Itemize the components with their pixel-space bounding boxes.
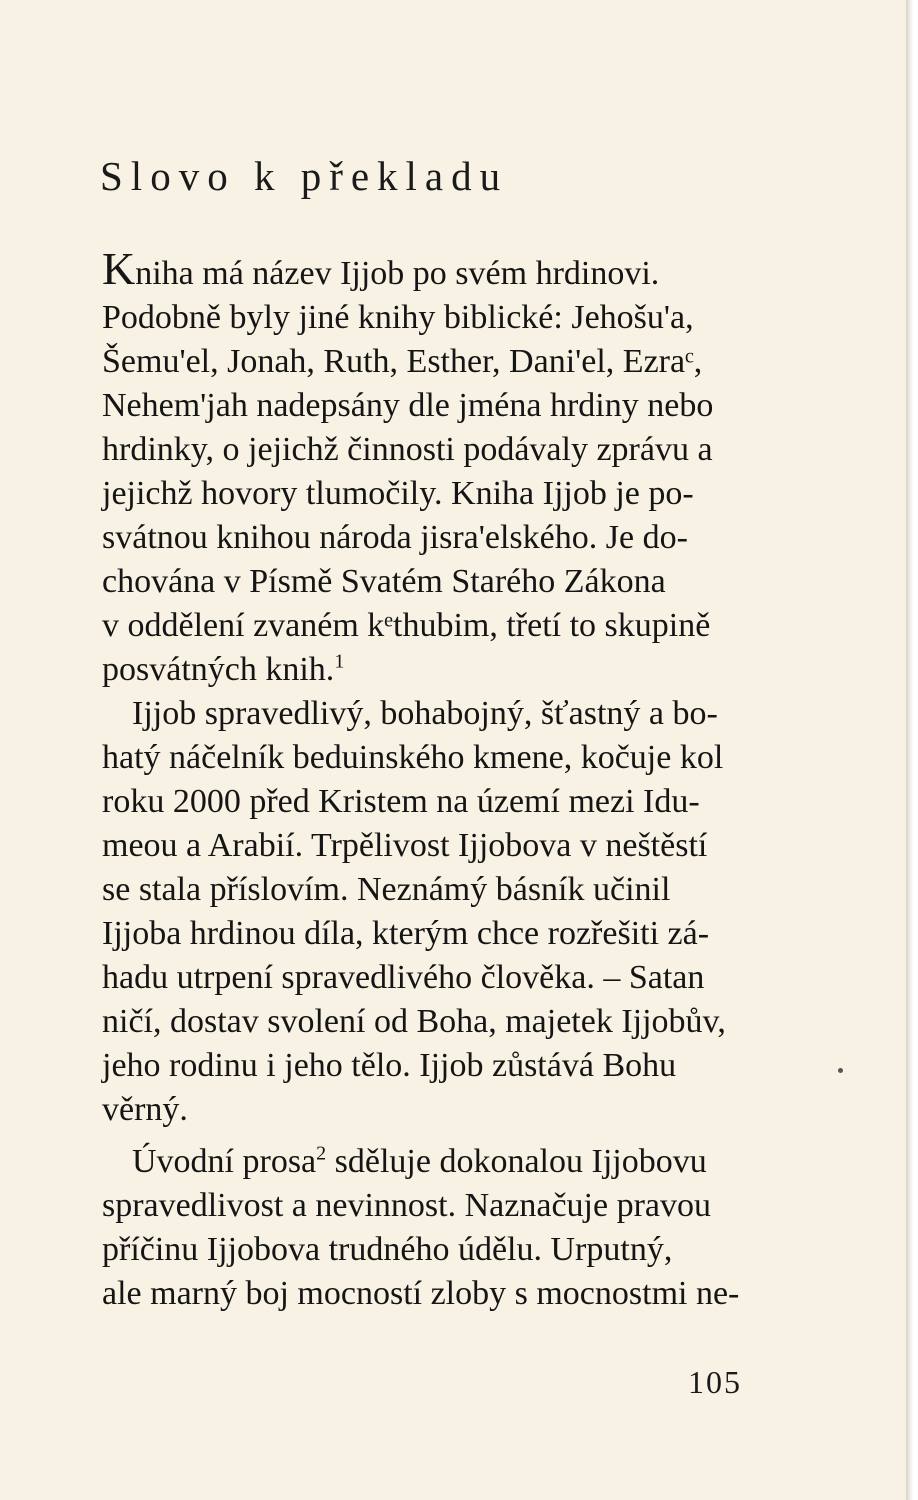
text-span: sděluje dokonalou Ijjobovu bbox=[326, 1143, 707, 1180]
text-line bbox=[132, 1142, 707, 1182]
text-line: meou a Arabií. Trpělivost Ijjobova v neštěstí bbox=[102, 827, 708, 864]
page-edge-shadow bbox=[906, 0, 918, 1500]
text-line: svátnou knihou národa jisra'elského. Je do- bbox=[102, 519, 688, 556]
text-line: věrný. bbox=[102, 1091, 188, 1128]
text-line: Ijjob spravedlivý, bohabojný, šťastný a bo- bbox=[132, 695, 718, 732]
text-span: Úvodní prosa bbox=[132, 1143, 317, 1180]
text-line: Ijjoba hrdinou díla, kterým chce rozřešiti zá- bbox=[102, 915, 710, 952]
text-line: chována v Písmě Svatém Starého Zákona bbox=[102, 563, 666, 600]
text-line: jejichž hovory tlumočily. Kniha Ijjob je po- bbox=[102, 475, 694, 512]
footnote-mark: 2 bbox=[316, 1142, 327, 1165]
chapter-title: Slovo k překladu bbox=[100, 153, 509, 199]
text-line: ale marný boj mocností zloby s mocnostmi ne- bbox=[102, 1275, 740, 1312]
text-line: ničí, dostav svolení od Boha, majetek Ijjobův, bbox=[102, 1003, 726, 1040]
text-line: hrdinky, o jejichž činnosti podávaly zprávu a bbox=[102, 431, 713, 468]
text-line: v oddělení zvaném kᵉthubim, třetí to skupině bbox=[102, 607, 711, 644]
text-line: Nehem'jah nadepsány dle jména hrdiny nebo bbox=[102, 387, 714, 424]
text-line: se stala příslovím. Neznámý básník učinil bbox=[102, 871, 671, 908]
text-line bbox=[102, 243, 660, 294]
text-line: hatý náčelník beduinského kmene, kočuje kol bbox=[102, 739, 724, 776]
drop-cap: K bbox=[102, 243, 136, 294]
text-line: roku 2000 před Kristem na území mezi Idu- bbox=[102, 783, 700, 820]
text-line: spravedlivost a nevinnost. Naznačuje pravou bbox=[102, 1187, 711, 1224]
paper-speck bbox=[838, 1068, 843, 1073]
text-line: Podobně byly jiné knihy biblické: Jehošu'a, bbox=[102, 299, 694, 336]
footnote-mark: 1 bbox=[334, 650, 345, 673]
text-line: jeho rodinu i jeho tělo. Ijjob zůstává Bohu bbox=[102, 1047, 677, 1084]
page-number: 105 bbox=[688, 1364, 742, 1400]
text-span: niha má název Ijjob po svém hrdinovi. bbox=[135, 255, 660, 292]
text-line: Šemu'el, Jonah, Ruth, Esther, Dani'el, Ezraᶜ, bbox=[102, 343, 703, 380]
text-span: posvátných knih. bbox=[102, 651, 335, 688]
text-line: příčinu Ijjobova trudného údělu. Urputný, bbox=[102, 1231, 673, 1268]
text-line: hadu utrpení spravedlivého člověka. – Satan bbox=[102, 959, 705, 996]
text-line bbox=[102, 650, 344, 690]
